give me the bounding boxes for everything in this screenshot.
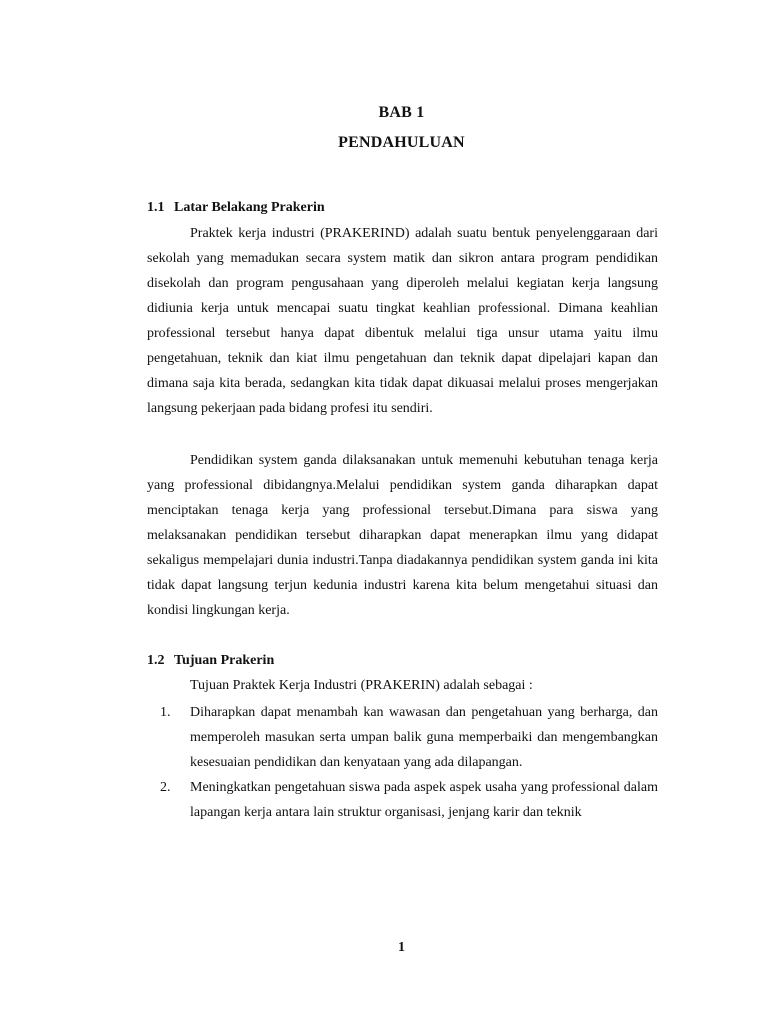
section-title: Tujuan Prakerin — [174, 653, 275, 668]
section-intro — [147, 673, 658, 698]
section-heading-latar-belakang — [147, 200, 325, 216]
list-item-text: Diharapkan dapat menambah kan wawasan dan pengetahuan yang berharga, dan memperoleh masukan serta umpan balik guna memperbaiki dan mengembangkan kesesuaian pendidikan dan kenyataan yang ada dilapangan. — [190, 705, 658, 770]
list-marker: 1. — [160, 705, 171, 720]
intro-text: Tujuan Praktek Kerja Industri (PRAKERIN) adalah sebagai : — [190, 678, 533, 693]
list-item-text: Meningkatkan pengetahuan siswa pada aspek aspek usaha yang professional dalam lapangan kerja antara lain struktur organisasi, jenjang karir dan teknik — [190, 780, 658, 820]
paragraph — [147, 221, 658, 421]
list-marker: 2. — [160, 780, 171, 795]
section-heading-tujuan — [147, 653, 274, 669]
paragraph-text: Praktek kerja industri (PRAKERIND) adalah suatu bentuk penyelenggaraan dari sekolah yang memadukan secara system matik dan sikron antara program pendidikan disekolah dan program pengusahaan yang diperoleh melalui kegiatan kerja langsung didiunia kerja untuk mencapai suatu tingkat keahlian professional. Dimana keahlian professional tersebut hanya dapat dibentuk melalui tiga unsur utama yaitu ilmu pengetahuan, teknik dan kiat ilmu pengetahuan dan teknik dapat dipelajari kapan dan dimana saja kita berada, sedangkan kita tidak dapat dikuasai melalui proses mengerjakan langsung pekerjaan pada bidang profesi itu sendiri. — [147, 226, 658, 416]
list-item — [160, 775, 658, 825]
section-title: Latar Belakang Prakerin — [174, 200, 325, 215]
chapter-heading: BAB 1 — [378, 104, 425, 121]
list-item — [160, 700, 658, 775]
section-number: 1.2 — [147, 653, 165, 668]
numbered-list — [160, 700, 658, 825]
chapter-title: PENDAHULUAN — [338, 134, 465, 151]
paragraph-text: Pendidikan system ganda dilaksanakan untuk memenuhi kebutuhan tenaga kerja yang professional dibidangnya.Melalui pendidikan system ganda diharapkan dapat menciptakan tenaga kerja yang professional tersebut.Dimana para siswa yang melaksanakan pendidikan tersebut diharapkan dapat menerapkan ilmu yang didapat sekaligus mempelajari dunia industri.Tanpa diadakannya pendidikan system ganda ini kita tidak dapat langsung terjun kedunia industri karena kita belum mengetahui situasi dan kondisi lingkungan kerja. — [147, 453, 658, 618]
page-number: 1 — [398, 940, 405, 955]
section-number: 1.1 — [147, 200, 165, 215]
paragraph — [147, 448, 658, 623]
